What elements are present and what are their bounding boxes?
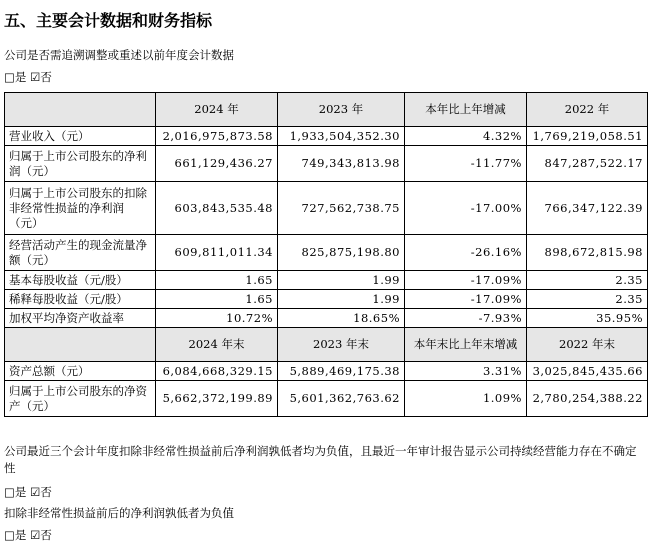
yes-checkbox: □是 (4, 485, 27, 499)
column-header: 2024 年末 (156, 328, 278, 362)
cell-value: 6,084,668,329.15 (156, 362, 278, 381)
cell-value: -11.77% (405, 146, 527, 182)
row-label: 归属于上市公司股东的净资产（元） (5, 381, 156, 417)
going-concern-question: 公司最近三个会计年度扣除非经常性损益前后净利润孰低者均为负值，且最近一年审计报告显示公司持续经营能力存在不确定性 (4, 444, 637, 475)
cell-value: -17.00% (405, 182, 527, 235)
cell-value: 1.09% (405, 381, 527, 417)
table-header-row (5, 93, 648, 127)
table-row (5, 381, 648, 417)
cell-value: -7.93% (405, 309, 527, 328)
table-row (5, 182, 648, 235)
section-heading: 五、主要会计数据和财务指标 (4, 11, 213, 30)
row-label: 资产总额（元） (5, 362, 156, 381)
row-label: 经营活动产生的现金流量净额（元） (5, 235, 156, 271)
cell-value: 603,843,535.48 (156, 182, 278, 235)
column-header: 2023 年 (278, 93, 405, 127)
restatement-question: 公司是否需追溯调整或重述以前年度会计数据 (4, 48, 234, 62)
table-row (5, 235, 648, 271)
cell-value: 35.95% (527, 309, 648, 328)
no-checkbox-checked: ☑否 (30, 485, 52, 499)
cell-value: 5,662,372,199.89 (156, 381, 278, 417)
cell-value: -17.09% (405, 290, 527, 309)
financial-data-table (4, 92, 648, 417)
table-row (5, 127, 648, 146)
column-header: 2022 年 (527, 93, 648, 127)
yes-checkbox: □是 (4, 528, 27, 542)
cell-value: 2,780,254,388.22 (527, 381, 648, 417)
negative-profit-choice (4, 527, 52, 544)
cell-value: 5,601,362,763.62 (278, 381, 405, 417)
column-header: 本年比上年增减 (405, 93, 527, 127)
negative-profit-question: 扣除非经常性损益前后的净利润孰低者为负值 (4, 506, 234, 520)
yes-checkbox: □是 (4, 70, 27, 84)
cell-value: 2.35 (527, 271, 648, 290)
no-checkbox-checked: ☑否 (30, 70, 52, 84)
cell-value: 10.72% (156, 309, 278, 328)
cell-value: 661,129,436.27 (156, 146, 278, 182)
row-label: 基本每股收益（元/股） (5, 271, 156, 290)
column-header: 2022 年末 (527, 328, 648, 362)
cell-value: 1,933,504,352.30 (278, 127, 405, 146)
row-label: 稀释每股收益（元/股） (5, 290, 156, 309)
cell-value: 1.99 (278, 290, 405, 309)
table-row (5, 290, 648, 309)
header-blank (5, 328, 156, 362)
cell-value: -17.09% (405, 271, 527, 290)
cell-value: 847,287,522.17 (527, 146, 648, 182)
cell-value: 18.65% (278, 309, 405, 328)
cell-value: 2.35 (527, 290, 648, 309)
cell-value: 609,811,011.34 (156, 235, 278, 271)
table-row (5, 146, 648, 182)
cell-value: 1.65 (156, 290, 278, 309)
cell-value: 1,769,219,058.51 (527, 127, 648, 146)
cell-value: 3,025,845,435.66 (527, 362, 648, 381)
cell-value: 2,016,975,873.58 (156, 127, 278, 146)
row-label: 加权平均净资产收益率 (5, 309, 156, 328)
cell-value: 1.99 (278, 271, 405, 290)
table-row (5, 362, 648, 381)
column-header: 本年末比上年末增减 (405, 328, 527, 362)
header-blank (5, 93, 156, 127)
cell-value: 4.32% (405, 127, 527, 146)
cell-value: 898,672,815.98 (527, 235, 648, 271)
no-checkbox-checked: ☑否 (30, 528, 52, 542)
cell-value: -26.16% (405, 235, 527, 271)
row-label: 营业收入（元） (5, 127, 156, 146)
row-label: 归属于上市公司股东的净利润（元） (5, 146, 156, 182)
column-header: 2024 年 (156, 93, 278, 127)
cell-value: 3.31% (405, 362, 527, 381)
going-concern-choice (4, 484, 52, 501)
cell-value: 727,562,738.75 (278, 182, 405, 235)
row-label: 归属于上市公司股东的扣除非经常性损益的净利润（元） (5, 182, 156, 235)
table-row (5, 309, 648, 328)
cell-value: 825,875,198.80 (278, 235, 405, 271)
table-header-row (5, 328, 648, 362)
table-row (5, 271, 648, 290)
restatement-choice (4, 69, 52, 86)
cell-value: 5,889,469,175.38 (278, 362, 405, 381)
column-header: 2023 年末 (278, 328, 405, 362)
cell-value: 749,343,813.98 (278, 146, 405, 182)
cell-value: 1.65 (156, 271, 278, 290)
cell-value: 766,347,122.39 (527, 182, 648, 235)
